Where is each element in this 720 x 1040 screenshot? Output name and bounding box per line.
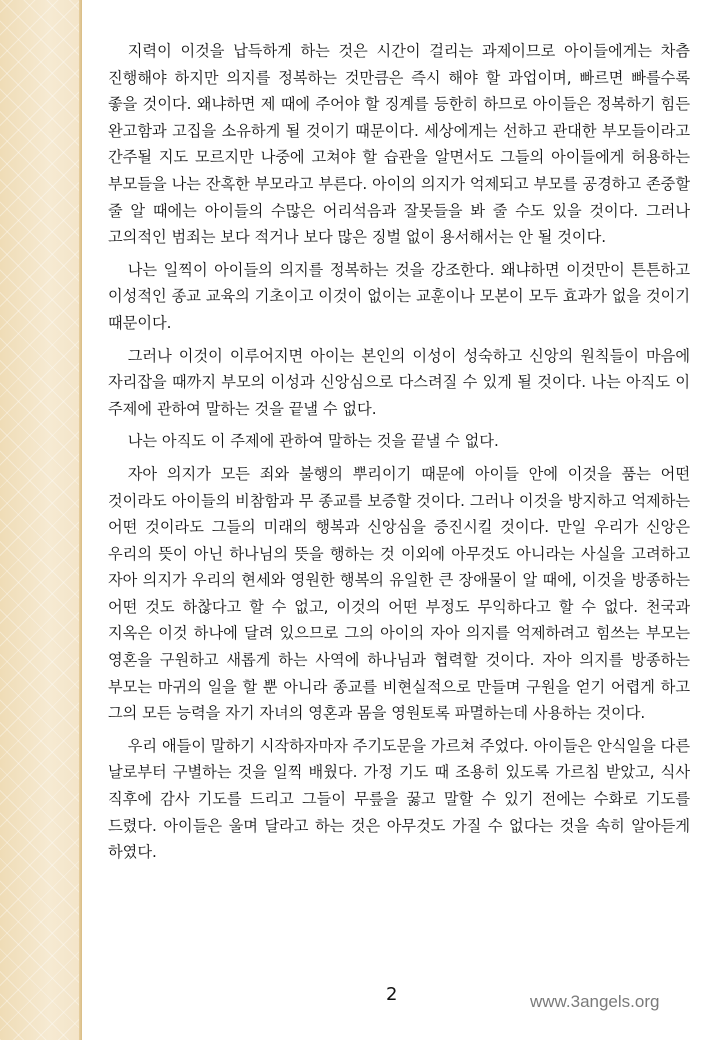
- decorative-side-stripe: [0, 0, 82, 1040]
- paragraph-2: 나는 일찍이 아이들의 의지를 정복하는 것을 강조한다. 왜냐하면 이것만이 튼튼하고 이성적인 종교 교육의 기초이고 이것이 없이는 교훈이나 모본이 모두 효과가 없을 것이기 때문이다.: [108, 260, 690, 332]
- page-number: 2: [386, 984, 398, 1005]
- paragraph-1: 지력이 이것을 납득하게 하는 것은 시간이 걸리는 과제이므로 아이들에게는 차츰 진행해야 하지만 의지를 정복하는 것만큼은 즉시 해야 할 과업이며, 빠르면 빠를수록 좋을 것이다. 왜냐하면 제 때에 주어야 할 징계를 등한히 하므로 아이들은 정복하기 힘든 완고함과 고집을 소유하게 될 것이기 때문이다. 세상에게는 선하고 관대한 부모들이라고 간주될 지도 모르지만 나중에 고쳐야 할 습관을 알면서도 그들의 아이들에게 허용하는 부모들을 나는 잔혹한 부모라고 부른다. 아이의 의지가 억제되고 부모를 공경하고 존중할 줄 알 때에는 아이들의 수많은 어리석음과 잘못들을 봐 줄 수도 있을 것이다. 그러나 고의적인 범죄는 보다 적거나 보다 많은 징벌 없이 용서해서는 안 될 것이다.: [108, 42, 690, 247]
- paragraph-6: 우리 애들이 말하기 시작하자마자 주기도문을 가르쳐 주었다. 아이들은 안식일을 다른 날로부터 구별하는 것을 일찍 배웠다. 가정 기도 때 조용히 있도록 가르침 받았고, 식사 직후에 감사 기도를 드리고 그들이 무릎을 꿇고 말할 수 있기 전에는 수화로 기도를 드렸다. 아이들은 울며 달라고 하는 것은 아무것도 가질 수 없다는 것을 속히 알아듣게 하였다.: [108, 736, 690, 862]
- paragraph-5: 자아 의지가 모든 죄와 불행의 뿌리이기 때문에 아이들 안에 이것을 품는 어떤 것이라도 아이들의 비참함과 무 종교를 보증할 것이다. 그러나 이것을 방지하고 억제하는 어떤 것이라도 그들의 미래의 행복과 신앙심을 증진시킬 것이다. 만일 우리가 신앙은 우리의 뜻이 아닌 하나님의 뜻을 행하는 것 이외에 아무것도 아니라는 사실을 고려하고 자아 의지가 우리의 현세와 영원한 행복의 유일한 큰 장애물이 알 때에, 이것을 방종하는 어떤 것도 하찮다고 할 수 없고, 이것의 어떤 부정도 무익하다고 할 수 없다. 천국과 지옥은 이것 하나에 달려 있으므로 그의 아이의 자아 의지를 억제하려고 힘쓰는 부모는 영혼을 구원하고 새롭게 하는 사역에 하나님과 협력할 것이다. 자아 의지를 방종하는 부모는 마귀의 일을 할 뿐 아니라 종교를 비현실적으로 만들며 구원을 얻기 어렵게 하고 그의 모든 능력을 자기 자녀의 영혼과 몸을 영원토록 파멸하는데 사용하는 것이다.: [108, 464, 690, 723]
- paragraph-3: 그러나 이것이 이루어지면 아이는 본인의 이성이 성숙하고 신앙의 원칙들이 마음에 자리잡을 때까지 부모의 이성과 신앙심으로 다스려질 수 있게 될 것이다. 나는 아직도 이 주제에 관하여 말하는 것을 끝낼 수 없다.: [108, 346, 690, 418]
- paragraph-4: 나는 아직도 이 주제에 관하여 말하는 것을 끝낼 수 없다.: [127, 432, 499, 451]
- website-url[interactable]: www.3angels.org: [530, 992, 660, 1011]
- body-text: [108, 38, 690, 872]
